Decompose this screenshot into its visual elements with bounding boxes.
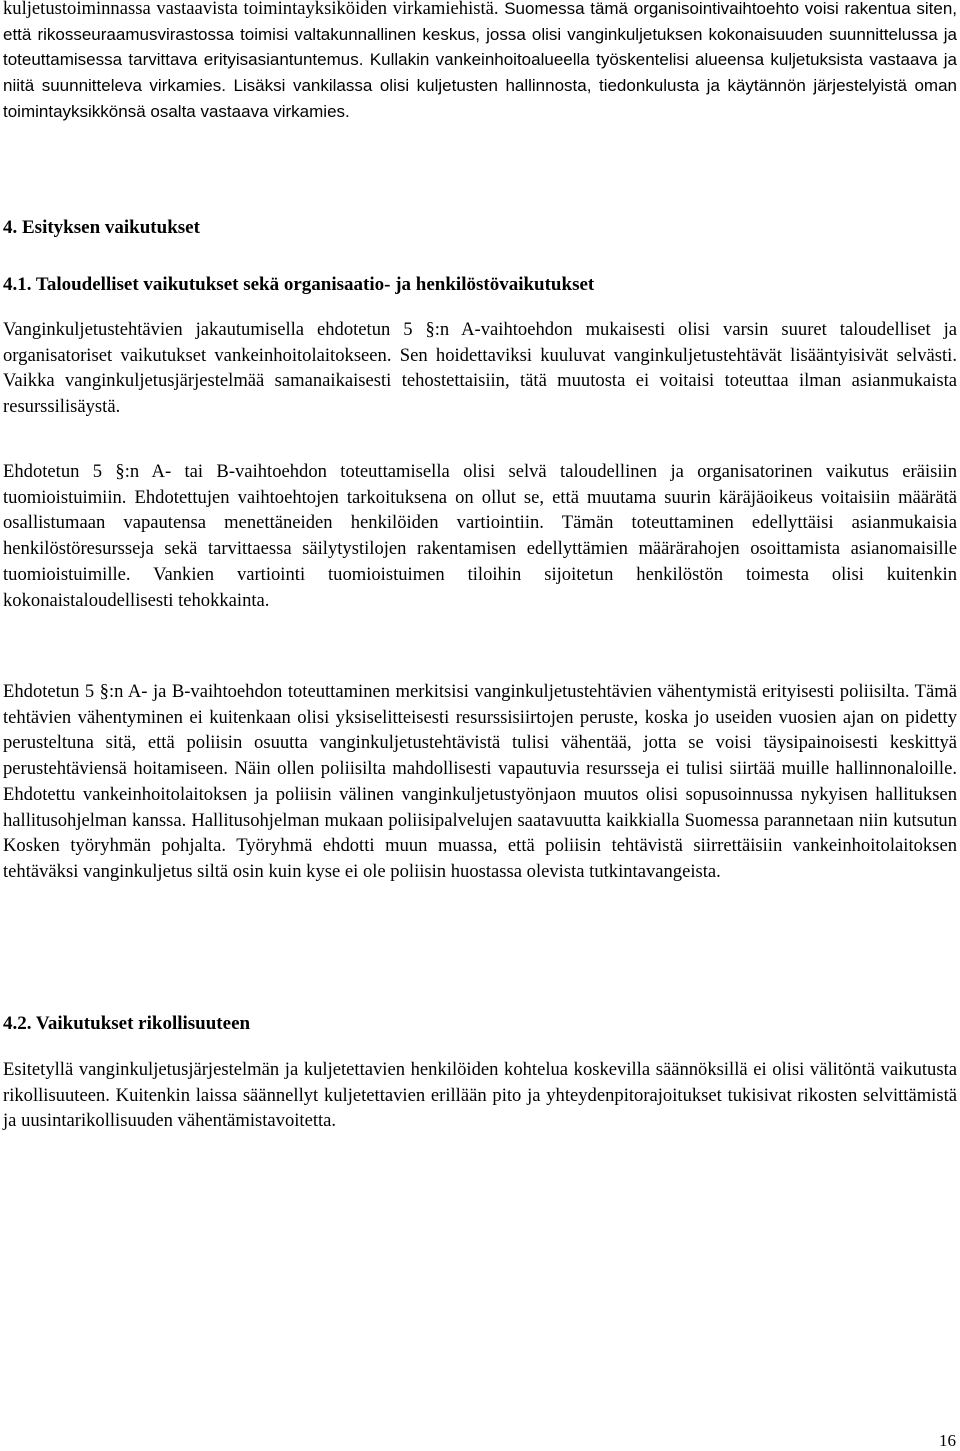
section-heading-4: 4. Esityksen vaikutukset [3,217,200,238]
paragraph-intro [3,0,957,125]
section-heading-4-2: 4.2. Vaikutukset rikollisuuteen [3,1013,251,1034]
paragraph-intro-part1: kuljetustoiminnassa vastaavista toimintayksiköiden virkamiehistä. [3,0,505,19]
paragraph-economic-effects: Vanginkuljetustehtävien jakautumisella ehdotetun 5 §:n A-vaihtoehdon mukaisesti olisi varsin suuret taloudelliset ja organisatoriset vaikutukset vankeinhoitolaitokseen. Sen hoidettaviksi kuuluvat vanginkuljetustehtävät lisääntyisivät selvästi. Vaikka vanginkuljetusjärjestelmää samanaikaisesti tehostettaisiin, tätä muutosta ei voitaisi toteuttaa ilman asianmukaista resurssilisäystä. [3,319,957,418]
paragraph-court-effects: Ehdotetun 5 §:n A- tai B-vaihtoehdon toteuttamisella olisi selvä taloudellinen ja organisatorinen vaikutus eräisiin tuomioistuimiin. Ehdotettujen vaihtoehtojen tarkoituksena on ollut se, että muutama suurin käräjäoikeus voitaisiin määrätä osallistumaan vapautensa menettäneiden henkilöiden vartiointiin. Tämän toteuttaminen edellyttäisi asianmukaisia henkilöstöresursseja sekä tarvittaessa säilytystilojen rakentamisen edellyttämien määrärahojen osoittamista asianomaisille tuomioistuimille. Vankien vartiointi tuomioistuimen tiloihin sijoitetun henkilöstön toimesta olisi kuitenkin kokonaistaloudellisesti tehokkainta. [3,461,957,611]
section-heading-4-1: 4.1. Taloudelliset vaikutukset sekä organisaatio- ja henkilöstövaikutukset [3,274,595,295]
paragraph-intro-part2: Suomessa tämä organisointivaihtoehto voisi rakentua siten, että rikosseuraamusvirastossa toimisi valtakunnallinen keskus, jossa olisi vanginkuljetuksen kokonaisuuden suunnittelussa ja toteuttamisessa tarvittava erityisasiantuntemus. Kullakin vankeinhoitoalueella työskentelisi alueensa kuljetuksista vastaava ja niitä suunnitteleva virkamies. Lisäksi vankilassa olisi kuljetusten hallinnosta, tiedonkulusta ja käytännön järjestelyistä oman toimintayksikkönsä osalta vastaava virkamies. [3,0,957,121]
paragraph-crime-effects: Esitetyllä vanginkuljetusjärjestelmän ja kuljetettavien henkilöiden kohtelua koskevilla säännöksillä ei olisi välitöntä vaikutusta rikollisuuteen. Kuitenkin laissa säännellyt kuljetettavien erillään pito ja yhteydenpitorajoitukset tukisivat rikosten selvittämistä ja uusintarikollisuuden vähentämistavoitetta. [3,1059,957,1132]
paragraph-police-effects: Ehdotetun 5 §:n A- ja B-vaihtoehdon toteuttaminen merkitsisi vanginkuljetustehtävien vähentymistä erityisesti poliisilta. Tämä tehtävien vähentyminen ei kuitenkaan olisi yksiselitteisesti resurssisiirtojen peruste, koska jo useiden vuosien ajan on pidetty perusteltuna sitä, että poliisin osuutta vanginkuljetustehtävistä tulisi vähentää, jotta se voisi täysipainoisesti keskittyä perustehtäviensä hoitamiseen. Näin ollen poliisilta mahdollisesti vapautuvia resursseja ei tulisi siirtää muille hallinnonaloille. Ehdotettu vankeinhoitolaitoksen ja poliisin välinen vanginkuljetustyönjaon muutos olisi sopusoinnussa nykyisen hallituksen hallitusohjelman kanssa. Hallitusohjelman mukaan poliisipalvelujen saatavuutta kaikkialla Suomessa parannetaan niin kutsutun Kosken työryhmän pohjalta. Työryhmä ehdotti muun muassa, että poliisin tehtävistä siirrettäisiin vankeinhoitolaitoksen tehtäväksi vanginkuljetus siltä osin kuin kyse ei ole poliisin huostassa olevista tutkintavangeista. [3,681,957,882]
page-number: 16 [939,1431,956,1450]
